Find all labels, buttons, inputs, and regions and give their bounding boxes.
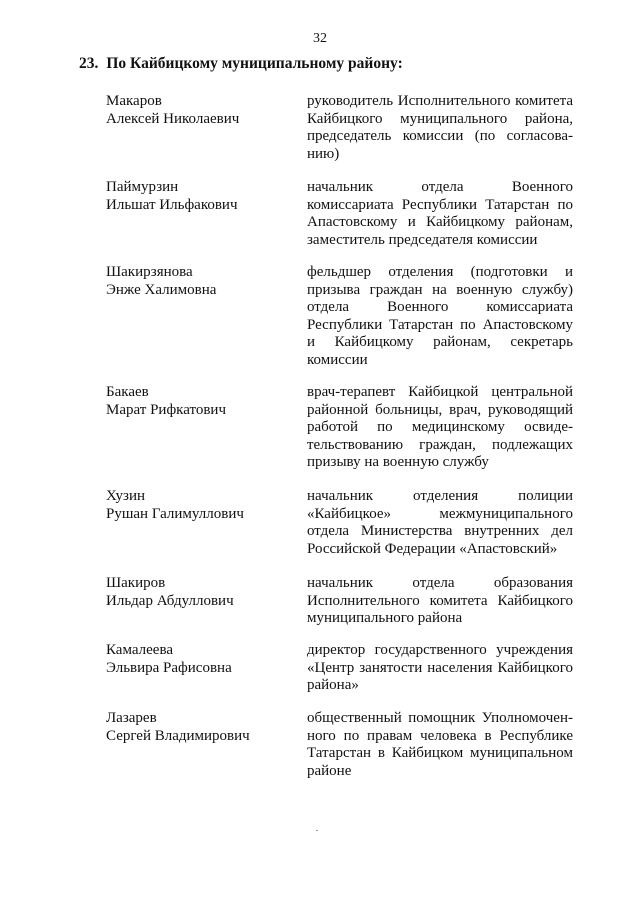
role-line: Апастовскому и Кайбицкому районам, [307,214,573,231]
page-number: 32 [313,31,327,46]
role-line: отдела Министерства внутренних дел [307,523,573,540]
role-line: тельствованию граждан, подлежащих [307,436,573,453]
role-line: заместитель председателя комиссии [307,231,538,248]
role-line: Кайбицкого муниципального района, [307,110,573,127]
role-line: районе [307,762,352,779]
member-surname: Хузин [106,488,145,504]
role-line: общественный помощник Уполномочен- [307,710,573,726]
member-role [307,642,573,695]
member-role [307,93,573,163]
role-line: призыва граждан на военную службу) [307,281,573,298]
role-line: работой по медицинскому освиде- [307,419,573,436]
member-name [106,642,296,677]
role-line: Исполнительного комитета Кайбицкого [307,592,573,609]
member-surname: Бакаев [106,384,149,400]
member-given-name: Рушан Галимуллович [106,505,244,522]
member-given-name: Алексей Николаевич [106,110,240,127]
member-surname: Шакирзянова [106,264,193,280]
member-role [307,179,573,249]
member-given-name: Сергей Владимирович [106,727,250,744]
member-given-name: Марат Рифкатович [106,401,226,418]
role-line: отдела Военного комиссариата [307,299,573,316]
role-line: комиссариата Республики Татарстан по [307,196,573,213]
member-name [106,264,296,299]
role-line: комиссии [307,351,368,368]
member-name [106,575,296,610]
member-name [106,384,296,419]
role-line: призыву на военную службу [307,454,489,471]
section-title: По Кайбицкому муниципальному району: [106,55,403,72]
section-heading [79,55,403,73]
role-line: начальник отделения полиции [307,488,573,504]
role-line: ного по правам человека в Республике [307,727,573,744]
role-line: руководитель Исполнительного комитета [307,93,573,109]
member-name [106,179,296,214]
member-name [106,710,296,745]
member-role [307,575,573,628]
member-role [307,264,573,370]
member-given-name: Ильдар Абдуллович [106,592,234,609]
role-line: районной больницы, врач, руководящий [307,401,573,418]
role-line: муниципального района [307,610,463,627]
member-surname: Лазарев [106,710,157,726]
role-line: Республики Татарстан по Апастовскому [307,316,573,333]
member-given-name: Эльвира Рафисовна [106,659,232,676]
role-line: «Кайбицкое» межмуниципального [307,505,573,522]
member-given-name: Энже Халимовна [106,281,217,298]
member-surname: Паймурзин [106,179,179,195]
member-surname: Макаров [106,93,162,109]
section-number: 23. [79,55,99,72]
role-line: района» [307,677,359,694]
member-role [307,384,573,472]
role-line: директор государственного учреждения [307,642,573,658]
role-line: начальник отдела Военного [307,179,573,195]
member-name [106,93,296,128]
role-line: «Центр занятости населения Кайбицкого [307,659,573,676]
role-line: врач-терапевт Кайбицкой центральной [307,384,573,400]
role-line: и Кайбицкому районам, секретарь [307,334,573,351]
member-surname: Камалеева [106,642,173,658]
member-name [106,488,296,523]
role-line: Татарстан в Кайбицком муниципальном [307,745,573,762]
member-surname: Шакиров [106,575,166,591]
role-line: нию) [307,145,340,162]
scan-speck [316,830,318,831]
member-role [307,710,573,780]
role-line: председатель комиссии (по согласова- [307,128,573,145]
role-line: начальник отдела образования [307,575,573,591]
role-line: фельдшер отделения (подготовки и [307,264,573,280]
role-line: Российской Федерации «Апастовский» [307,540,558,557]
member-role [307,488,573,558]
member-given-name: Ильшат Ильфакович [106,196,238,213]
